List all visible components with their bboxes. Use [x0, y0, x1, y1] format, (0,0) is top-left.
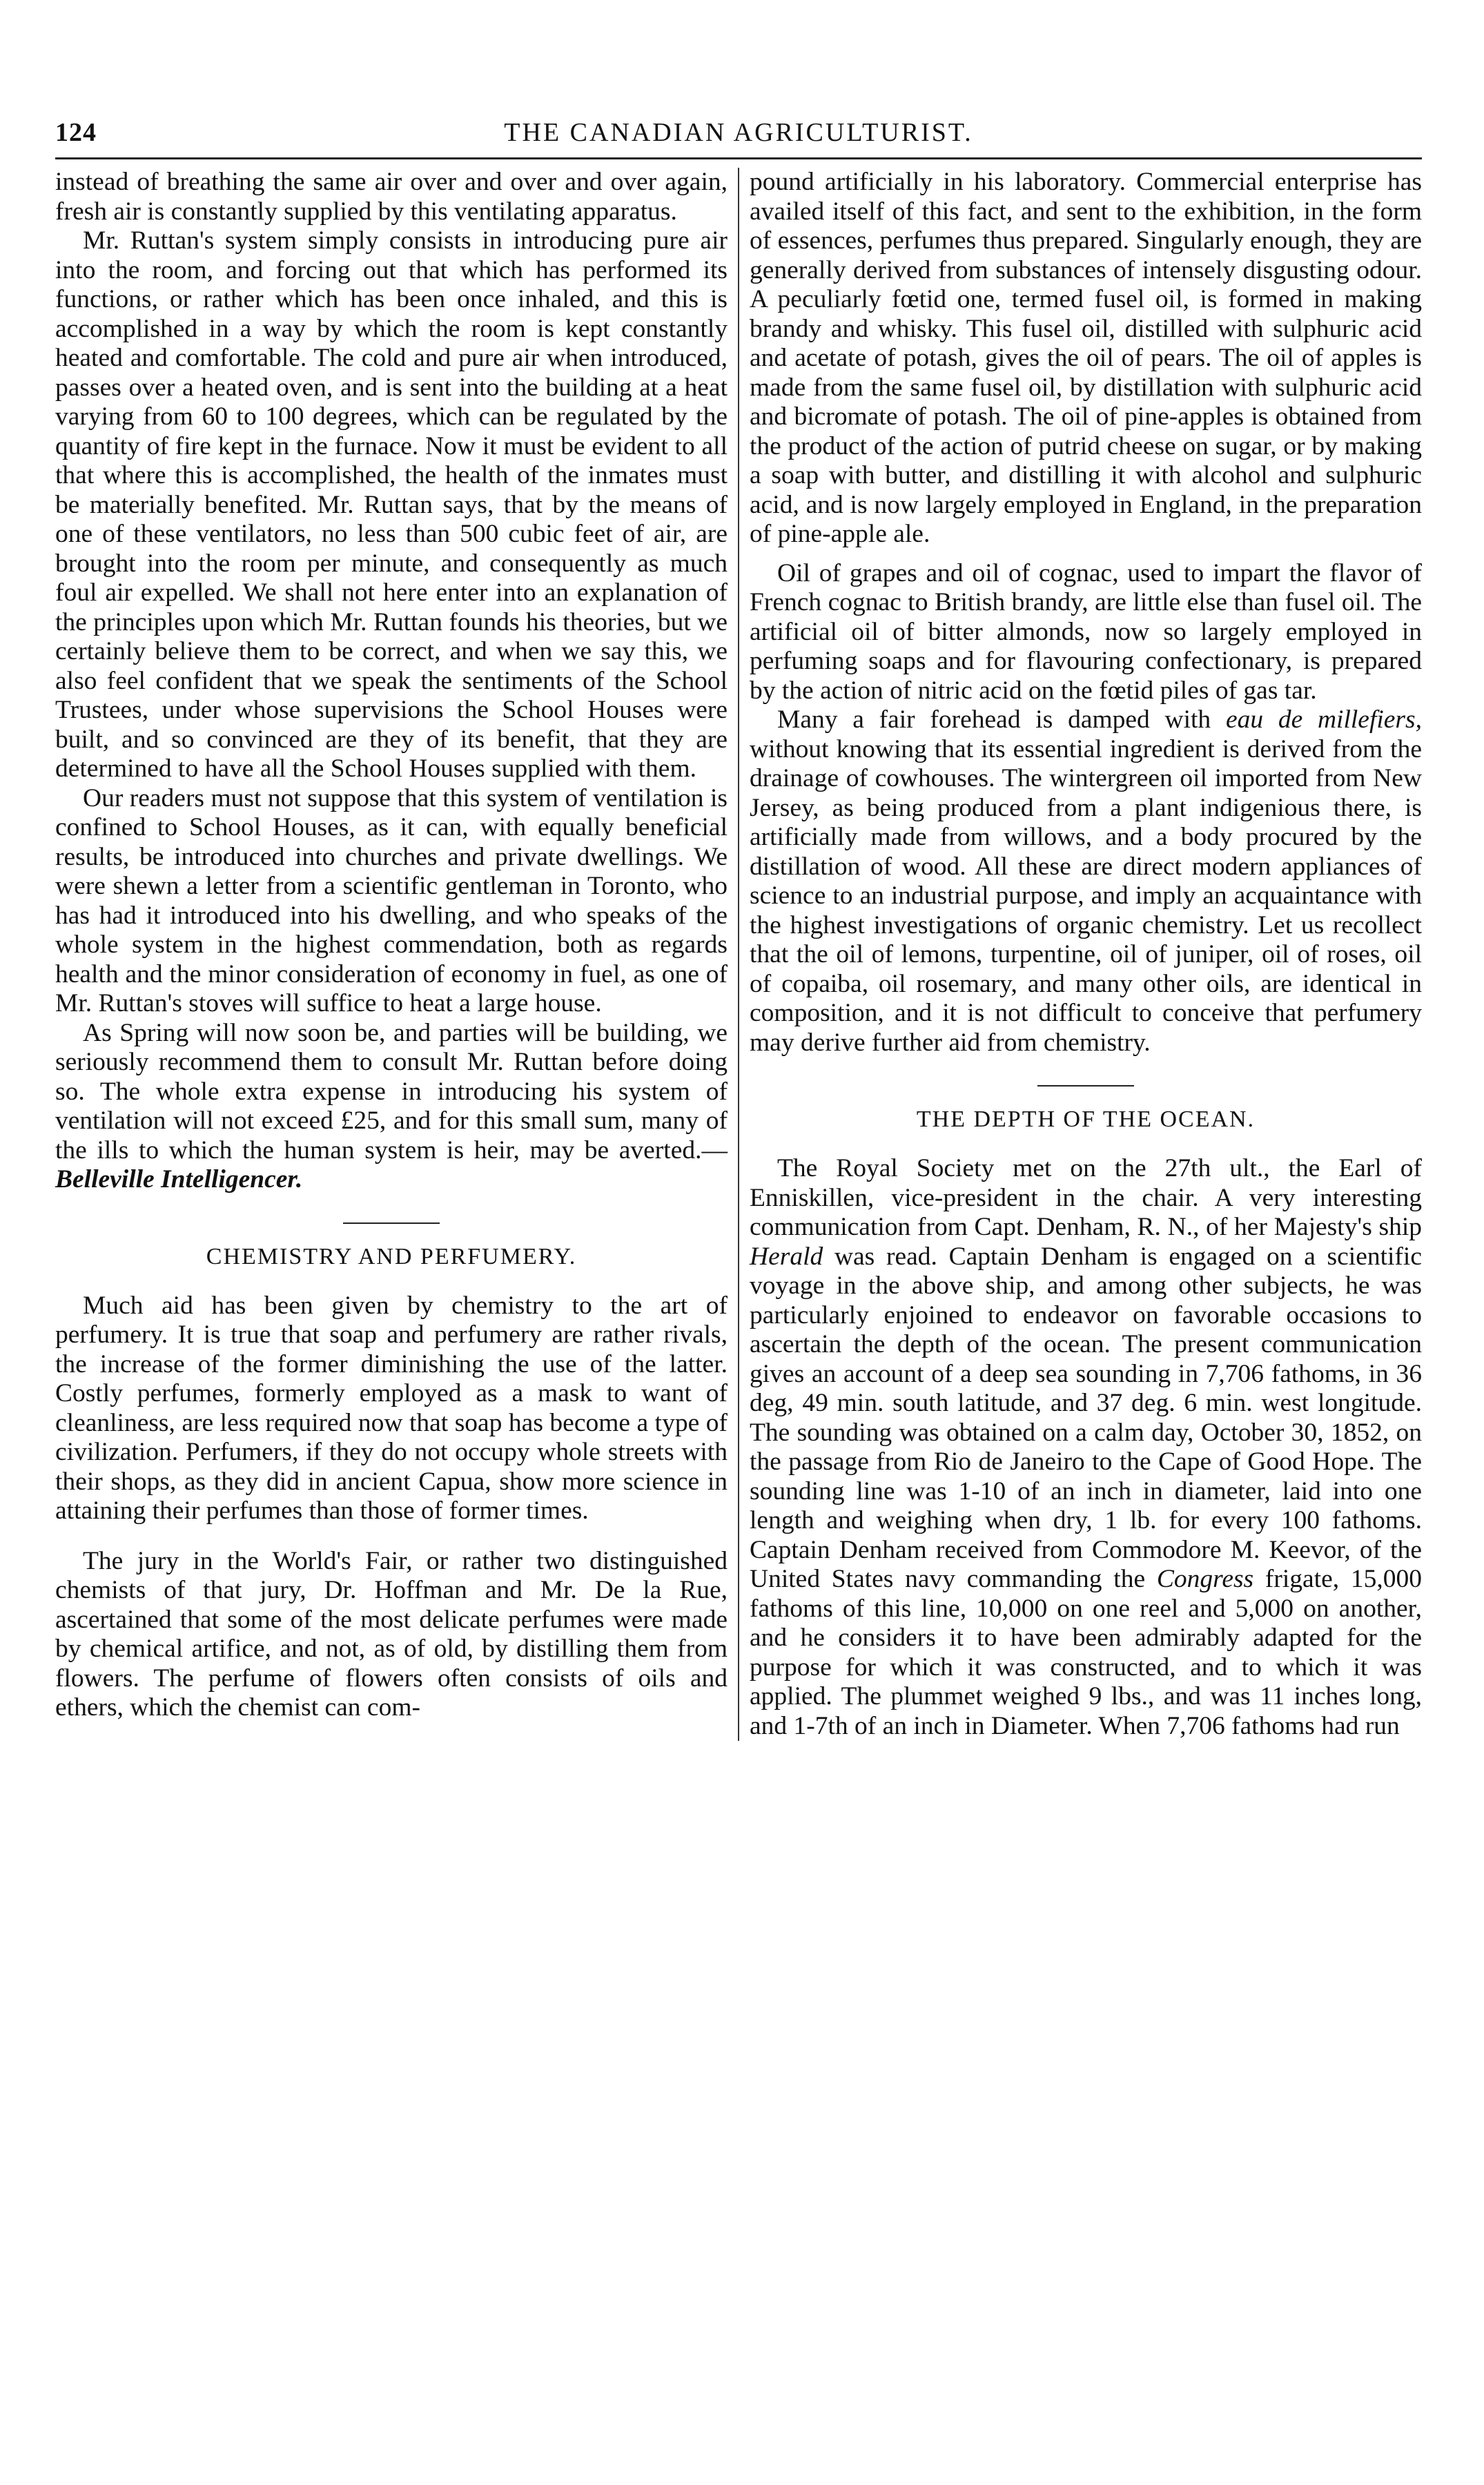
page-number: 124 [55, 118, 97, 147]
ocean-text-b: was read. Captain Denham is engaged on a scientific voyage in the above ship, and among other subjects, he was particularly enjoined to endeavor on favorable occasions to ascertain the depth of the ocean. The present communication gives an account of a deep sea sounding in 7,706 fathoms, in 36 deg, 49 min. south latitude, and 37 deg. 6 min. west longitude. The sounding was obtained on a calm day, October 30, 1852, on the passage from Rio de Janeiro to the Cape of Good Hope. The sounding line was 1-10 of an inch in diameter, laid into one length and weighing when dry, 1 lb. for every 100 fathoms. Captain Denham received from Commodore M. Keevor, of the United States navy commanding the [750, 1242, 1422, 1593]
page-header [55, 117, 1422, 152]
ocean-paragraph-1 [750, 1154, 1422, 1741]
frigate-name: Congress [1156, 1565, 1254, 1593]
section-divider [1037, 1085, 1134, 1086]
column-separator [738, 168, 739, 1741]
right-column [750, 168, 1422, 1741]
article-columns [55, 168, 1422, 1741]
ventilation-paragraph-1: instead of breathing the same air over and over and over again, fresh air is constantly supplied by this ventilating apparatus. [55, 168, 728, 226]
perfume-name: eau de millefiers, [1225, 705, 1422, 734]
left-column [55, 168, 728, 1723]
perfumery-paragraph-3-b: without knowing that its essential ingredient is derived from the drainage of cowhouses. The wintergreen oil imported from New Jersey, as being produced from a plant indigenious there, is artificially made from willows, and a body procured by the distillation of wood. All these are direct modern appliances of science to an industrial purpose, and imply an acquaintance with the highest investigations of organic chemistry. Let us recollect that the oil of lemons, turpentine, oil of juniper, oil of roses, oil of copaiba, oil rosemary, and many other oils, are identical in composition, and it is not difficult to conceive that perfumery may derive further aid from chemistry. [750, 734, 1422, 1057]
source-credit: Belleville Intelligencer. [55, 1165, 303, 1193]
section-divider [343, 1222, 440, 1224]
perfumery-paragraph-3-a: Many a fair forehead is damped with [777, 705, 1226, 734]
ocean-text-a: The Royal Society met on the 27th ult., the Earl of Enniskillen, vice-president in the chair. A very interesting communication from Capt. Denham, R. N., of her Majesty's ship [750, 1154, 1422, 1241]
perfumery-paragraph-cont: pound artificially in his laboratory. Commercial enterprise has availed itself of this fact, and sent to the exhibition, in the form of essences, perfumes thus prepared. Singularly enough, they are generally derived from substances of intensely disgusting odour. A peculiarly fœtid one, termed fusel oil, is formed in making brandy and whisky. This fusel oil, distilled with sulphuric acid and acetate of potash, gives the oil of pears. The oil of apples is made from the same fusel oil, by distillation with sulphuric acid and bicromate of potash. The oil of pine-apples is obtained from the product of the action of putrid cheese on sugar, or by making a soap with butter, and distilling it with alcohol and sulphuric acid, and is now largely employed in England, in the preparation of pine-apple ale. [750, 168, 1422, 548]
ventilation-paragraph-2: Mr. Ruttan's system simply consists in introducing pure air into the room, and forcing out that which has performed its functions, or rather which has been once inhaled, and this is accomplished in a way by which the room is kept constantly heated and comfortable. The cold and pure air when introduced, passes over a heated oven, and is sent into the building at a heat varying from 60 to 100 degrees, which can be regulated by the quantity of fire kept in the furnace. Now it must be evident to all that where this is accomplished, the health of the inmates must be materially benefited. Mr. Ruttan says, that by the means of one of these ventilators, no less than 500 cubic feet of air, are brought into the room per minute, and consequently as much foul air expelled. We shall not here enter into an explanation of the principles upon which Mr. Ruttan founds his theories, but we certainly believe them to be correct, and when we say this, we also feel confident that we speak the sentiments of the School Trustees, under whose supervisions the School Houses were built, and so convinced are they of its benefit, that they are determined to have all the School Houses supplied with them. [55, 226, 728, 783]
ship-name: Herald [750, 1242, 823, 1271]
header-rule [55, 157, 1422, 159]
ocean-text-c: frigate, 15,000 fathoms of this line, 10,000 on one reel and 5,000 on another, and he considers it to have been admirably adapted for the purpose for which it was constructed, and to which it was applied. The plummet weighed 9 lbs., and was 11 inches long, and 1-7th of an inch in Diameter. When 7,706 fathoms had run [750, 1565, 1422, 1740]
heading-depth-ocean: THE DEPTH OF THE OCEAN. [916, 1107, 1256, 1132]
chemistry-paragraph-1: Much aid has been given by chemistry to the art of perfumery. It is true that soap and perfumery are rather rivals, the increase of the former diminishing the use of the latter. Costly perfumes, formerly employed as a mask to want of cleanliness, are less required now that soap has become a type of civilization. Perfumers, if they do not occupy whole streets with their shops, as they did in ancient Capua, show more science in attaining their perfumes than those of former times. [55, 1291, 728, 1525]
perfumery-paragraph-3 [750, 705, 1422, 1058]
ventilation-paragraph-4 [55, 1019, 728, 1195]
ventilation-paragraph-4-text: As Spring will now soon be, and parties will be building, we seriously recommend them to consult Mr. Ruttan before doing so. The whole extra expense in introducing his system of ventilation will not exceed £25, and for this small sum, many of the ills to which the human system is heir, may be averted.— [55, 1018, 728, 1164]
perfumery-paragraph-2: Oil of grapes and oil of cognac, used to impart the flavor of French cognac to British brandy, are little else than fusel oil. The artificial oil of bitter almonds, now so largely employed in perfuming soaps and for flavouring confectionary, is prepared by the action of nitric acid on the fœtid piles of gas tar. [750, 558, 1422, 705]
heading-chemistry-perfumery: CHEMISTRY AND PERFUMERY. [206, 1243, 577, 1269]
journal-title: THE CANADIAN AGRICULTURIST. [504, 118, 973, 147]
chemistry-paragraph-2: The jury in the World's Fair, or rather two distinguished chemists of that jury, Dr. Hoffman and Mr. De la Rue, ascertained that some of the most delicate perfumes were made by chemical artifice, and not, as of old, by distilling them from flowers. The perfume of flowers often consists of oils and ethers, which the chemist can com- [55, 1546, 728, 1722]
ventilation-paragraph-3: Our readers must not suppose that this system of ventilation is confined to School Houses, as it can, with equally beneficial results, be introduced into churches and private dwellings. We were shewn a letter from a scientific gentleman in Toronto, who has had it introduced into his dwelling, and who speaks of the whole system in the highest commendation, both as regards health and the minor consideration of economy in fuel, as one of Mr. Ruttan's stoves will suffice to heat a large house. [55, 783, 728, 1017]
